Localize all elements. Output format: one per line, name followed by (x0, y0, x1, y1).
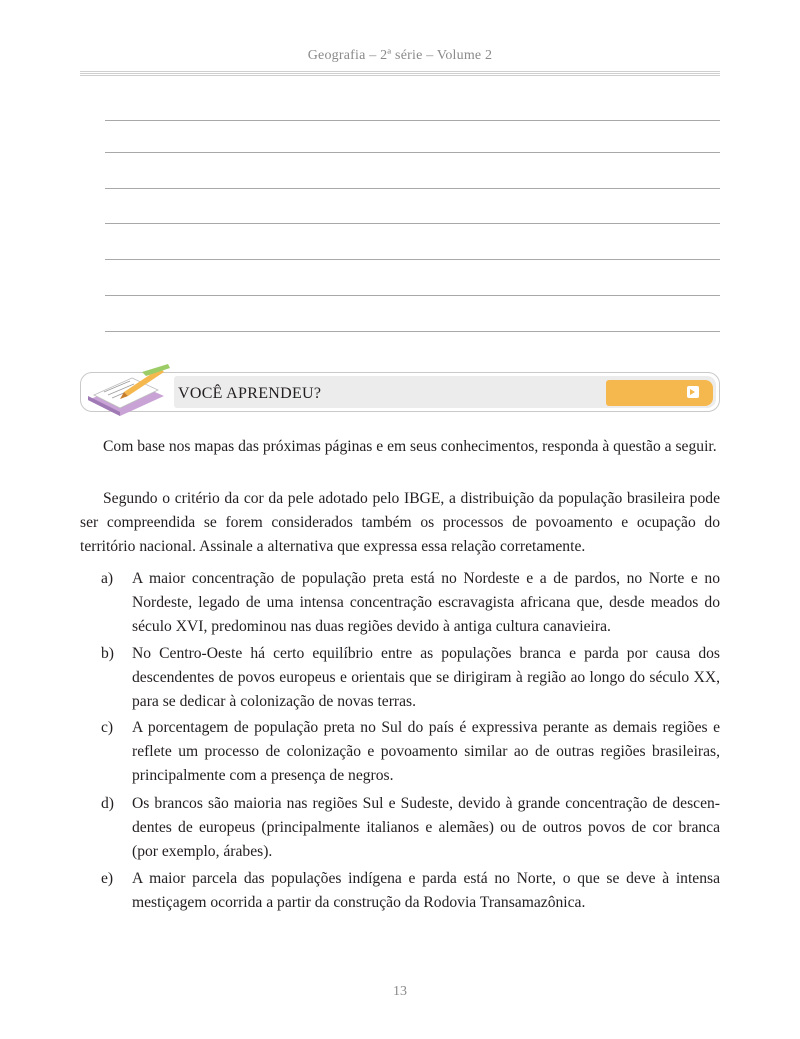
question-paragraph: Segundo o critério da cor da pele adotado pelo IBGE, a distribuição da população brasileira pode ser compreendida se forem considerados também os processos de povoamento e ocupação do território nacional. Assinale a alternativa que expressa essa relação corretamente. (80, 490, 720, 555)
answer-line (105, 295, 720, 296)
answer-line (105, 152, 720, 153)
arrow-right-icon[interactable] (687, 386, 699, 398)
page-number: 13 (393, 984, 407, 999)
book-pencil-icon (84, 362, 176, 418)
answer-line (105, 223, 720, 224)
answer-line (105, 120, 720, 121)
option-text: Os brancos são maioria nas regiões Sul e Sudeste, devido à grande concentração de descen-dentes de europeus (principalmente italianos e alemães) ou de outros povos de cor branca (por exemplo, árabes). (132, 795, 720, 860)
answer-line (105, 188, 720, 189)
option-letter: e) (101, 870, 114, 887)
answer-line (105, 331, 720, 332)
option-letter: d) (101, 795, 114, 812)
answer-line (105, 259, 720, 260)
option-c (101, 716, 720, 788)
banner-title: VOCÊ APRENDEU? (178, 385, 322, 402)
intro-paragraph: Com base nos mapas das próximas páginas e em seus conhecimentos, responda à questão a seguir. (103, 438, 717, 455)
option-letter: a) (101, 570, 114, 587)
option-letter: c) (101, 719, 114, 736)
option-text: A maior concentração de população preta está no Nordeste e a de pardos, no Norte e no Nordeste, legado de uma intensa concentração escravagista africana que, desde meados do século XVI, predominou nas duas regiões devido à antiga cultura canavieira. (132, 570, 720, 635)
option-b (101, 642, 720, 714)
header-rule (80, 71, 720, 77)
option-text: No Centro-Oeste há certo equilíbrio entre as populações branca e parda por causa dos descendentes de povos europeus e orientais que se dirigiram à região ao longo do século XX, para se dedicar à colonização de novas terras. (132, 645, 720, 710)
option-letter: b) (101, 645, 114, 662)
running-header: Geografia – 2ª série – Volume 2 (307, 48, 493, 63)
option-text: A porcentagem de população preta no Sul do país é expressiva perante as demais regiões e reflete um processo de colonização e povoamento similar ao de outras regiões brasileiras, principalmente com a presença de negros. (132, 719, 720, 784)
option-e (101, 867, 720, 915)
option-a (101, 567, 720, 639)
option-text: A maior parcela das populações indígena e parda está no Norte, o que se deve à intensa mestiçagem ocorrida a partir da construção da Rodovia Transamazônica. (132, 870, 720, 911)
option-d (101, 792, 720, 864)
